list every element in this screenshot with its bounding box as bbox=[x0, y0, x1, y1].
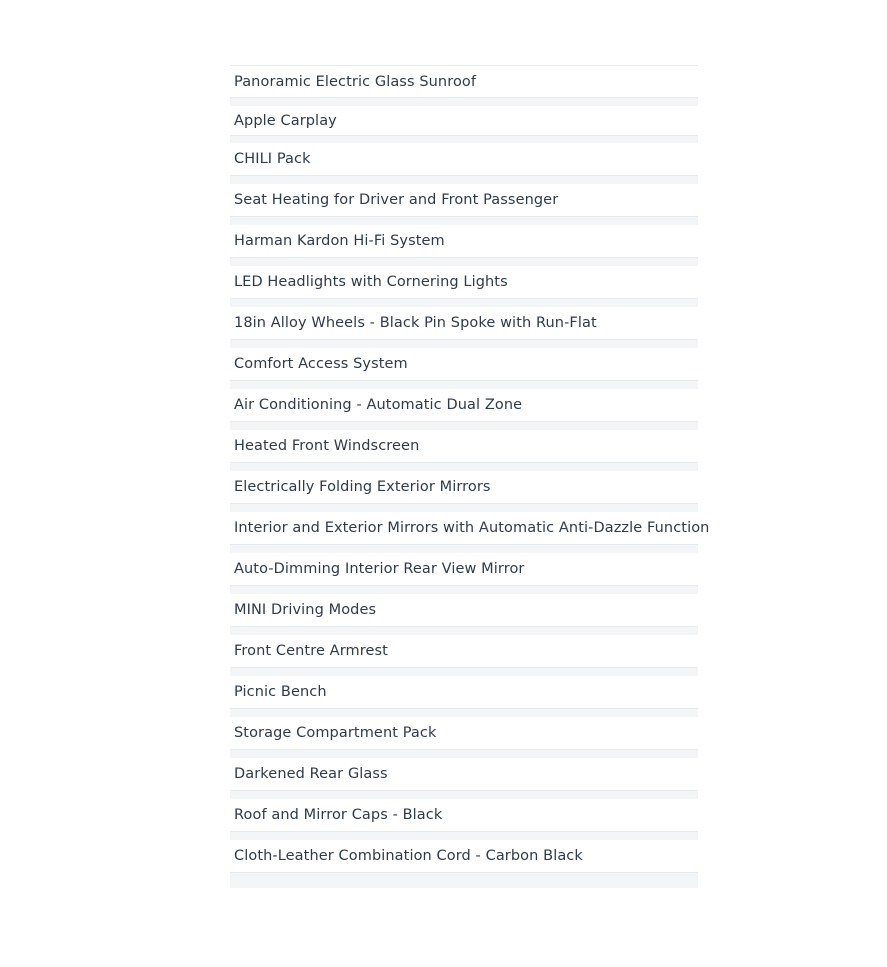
list-item: Electrically Folding Exterior Mirrors bbox=[230, 471, 698, 504]
list-item: 18in Alloy Wheels - Black Pin Spoke with Run-Flat bbox=[230, 307, 698, 340]
list-item: LED Headlights with Cornering Lights bbox=[230, 266, 698, 299]
feature-list bbox=[230, 65, 710, 888]
list-item: Storage Compartment Pack bbox=[230, 717, 698, 750]
list-item: Auto-Dimming Interior Rear View Mirror bbox=[230, 553, 698, 586]
list-item: CHILI Pack bbox=[230, 143, 698, 176]
list-item: Roof and Mirror Caps - Black bbox=[230, 799, 698, 832]
list-item: MINI Driving Modes bbox=[230, 594, 698, 627]
list-item: Front Centre Armrest bbox=[230, 635, 698, 668]
list-footer-divider bbox=[230, 881, 698, 888]
list-item: Air Conditioning - Automatic Dual Zone bbox=[230, 389, 698, 422]
list-item: Heated Front Windscreen bbox=[230, 430, 698, 463]
list-item: Cloth-Leather Combination Cord - Carbon Black bbox=[230, 840, 698, 873]
list-item: Apple Carplay bbox=[230, 106, 698, 136]
list-item: Interior and Exterior Mirrors with Automatic Anti-Dazzle Function bbox=[230, 512, 698, 545]
list-item: Harman Kardon Hi-Fi System bbox=[230, 225, 698, 258]
list-item: Seat Heating for Driver and Front Passenger bbox=[230, 184, 698, 217]
list-item: Darkened Rear Glass bbox=[230, 758, 698, 791]
list-item: Panoramic Electric Glass Sunroof bbox=[230, 66, 698, 98]
list-item: Picnic Bench bbox=[230, 676, 698, 709]
list-item: Comfort Access System bbox=[230, 348, 698, 381]
